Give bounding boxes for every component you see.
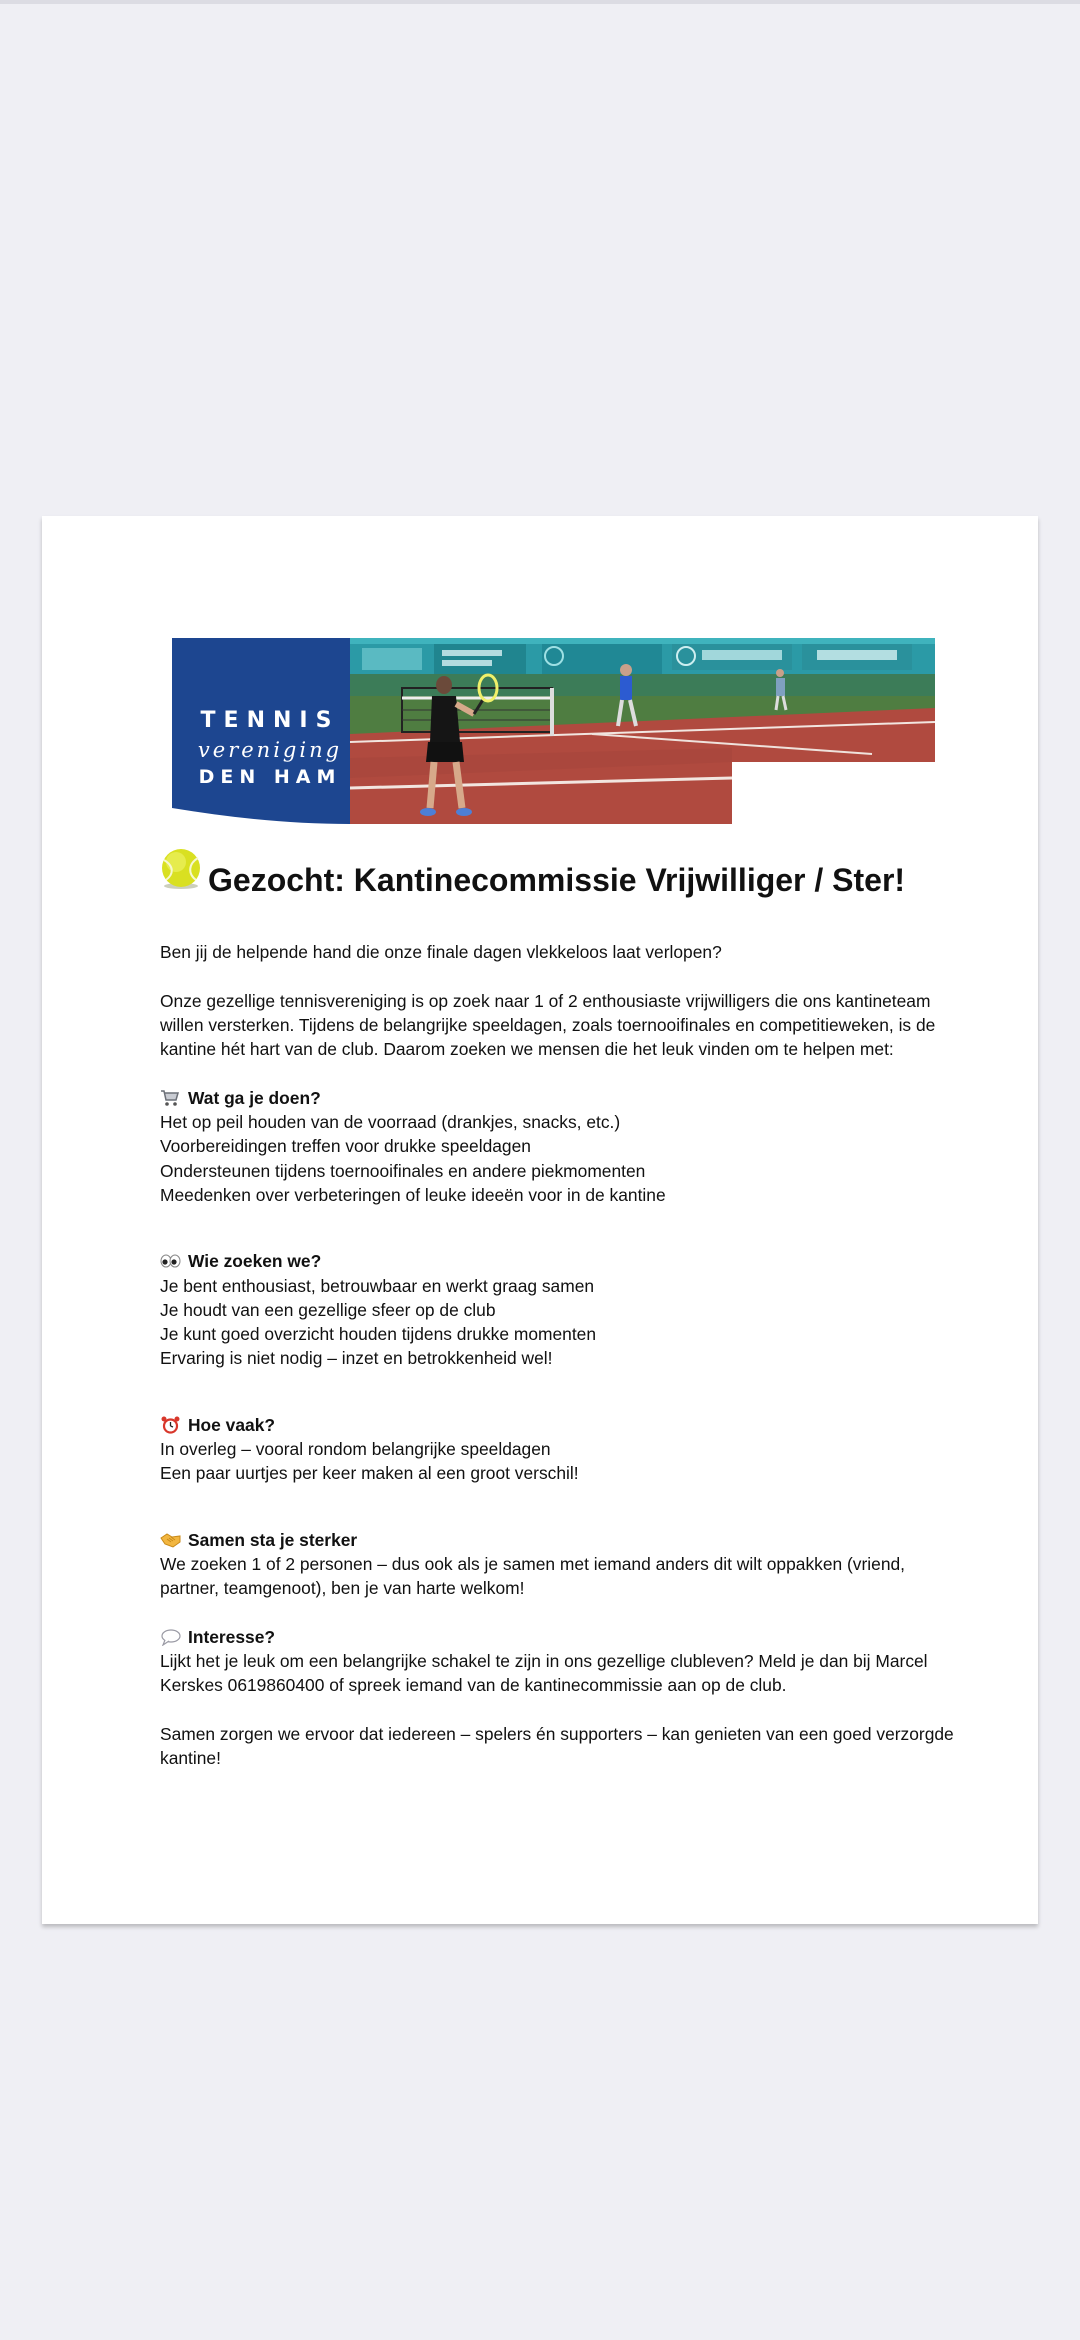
list-item: Je kunt goed overzicht houden tijdens drukke momenten: [160, 1324, 596, 1345]
page-title: Gezocht: Kantinecommissie Vrijwilliger / Ster!: [208, 862, 906, 898]
list-item: Je houdt van een gezellige sfeer op de club: [160, 1299, 496, 1320]
list-item: partner, teamgenoot), ben je van harte welkom!: [160, 1578, 525, 1599]
title-row: [160, 848, 1000, 908]
document-page: [42, 516, 1038, 1924]
section-heading-interesse: Interesse?: [160, 1625, 980, 1649]
closing-line: kantine!: [160, 1748, 221, 1769]
club-name-line1: TENNIS: [200, 708, 340, 733]
alarm-clock-icon: [160, 1416, 181, 1434]
list-item: Meedenken over verbeteringen of leuke ideeën voor in de kantine: [160, 1184, 666, 1205]
speech-bubble-icon: [160, 1628, 181, 1646]
list-item: Je bent enthousiast, betrouwbaar en werkt graag samen: [160, 1275, 595, 1296]
club-name-line3: DEN HAM: [198, 766, 342, 788]
section-heading-wie: Wie zoeken we?: [160, 1249, 980, 1273]
intro-line: Onze gezellige tennisvereniging is op zoek naar 1 of 2 enthousiaste vrijwilligers die ons kantineteam: [160, 990, 931, 1011]
section-heading-wat: Wat ga je doen?: [160, 1086, 980, 1110]
tennis-ball-icon: [160, 848, 202, 890]
club-name-line2: vereniging: [197, 738, 343, 762]
document-body: [160, 940, 980, 1771]
closing-line: Samen zorgen we ervoor dat iedereen – spelers én supporters – kan genieten van een goed verzorgde: [160, 1724, 954, 1745]
list-item: We zoeken 1 of 2 personen – dus ook als je samen met iemand anders dit wilt oppakken (vriend,: [160, 1553, 905, 1574]
list-item: Ondersteunen tijdens toernooifinales en andere piekmomenten: [160, 1160, 646, 1181]
list-item: Ervaring is niet nodig – inzet en betrokkenheid wel!: [160, 1348, 553, 1369]
handshake-icon: [160, 1531, 181, 1549]
section-heading-samen: Samen sta je sterker: [160, 1528, 980, 1552]
list-item: Een paar uurtjes per keer maken al een groot verschil!: [160, 1463, 579, 1484]
eyes-icon: [160, 1252, 181, 1270]
club-banner: [172, 638, 935, 824]
intro-question: Ben jij de helpende hand die onze finale dagen vlekkeloos laat verlopen?: [160, 942, 722, 962]
cart-icon: [160, 1089, 181, 1107]
list-item: In overleg – vooral rondom belangrijke speeldagen: [160, 1439, 551, 1460]
list-item: Het op peil houden van de voorraad (drankjes, snacks, etc.): [160, 1112, 621, 1133]
intro-line: willen versterken. Tijdens de belangrijke speeldagen, zoals toernooifinales en competitieweken, is de: [160, 1014, 936, 1035]
top-status-strip: [0, 0, 1080, 4]
list-item: Kerskes 0619860400 of spreek iemand van de kantinecommissie aan op de club.: [160, 1675, 787, 1696]
list-item: Lijkt het je leuk om een belangrijke schakel te zijn in ons gezellige clubleven? Meld je dan bij Marcel: [160, 1651, 928, 1672]
section-heading-hoe-vaak: Hoe vaak?: [160, 1413, 980, 1437]
intro-line: kantine hét hart van de club. Daarom zoeken we mensen die het leuk vinden om te helpen met:: [160, 1039, 894, 1060]
list-item: Voorbereidingen treffen voor drukke speeldagen: [160, 1136, 531, 1157]
